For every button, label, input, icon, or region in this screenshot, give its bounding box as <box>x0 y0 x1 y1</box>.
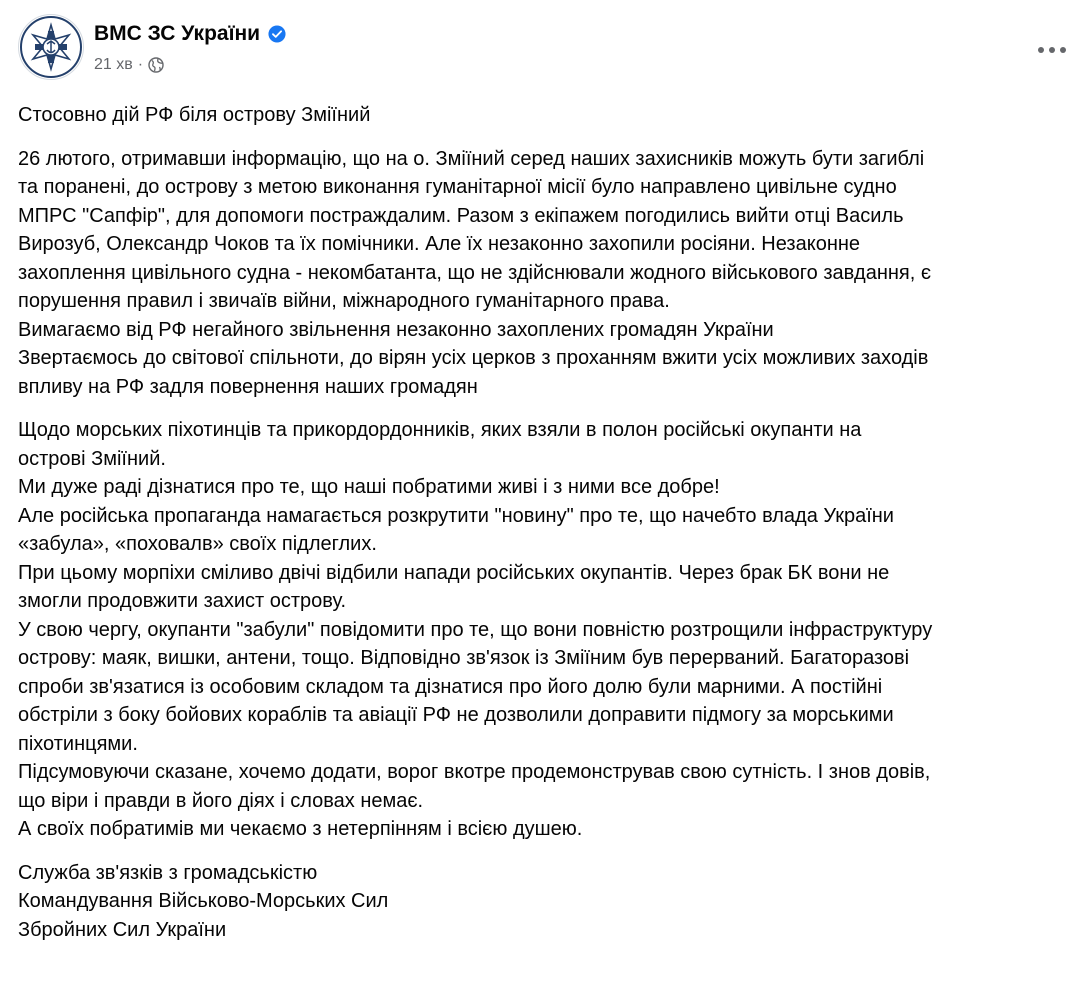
post-text-line: Стосовно дій РФ біля острову Зміїний <box>18 104 371 126</box>
post-paragraph <box>18 416 1068 844</box>
post-text-line: змогли продовжити захист острову. <box>18 590 347 612</box>
page-name[interactable]: ВМС ЗС України <box>94 22 261 45</box>
post-text-line: А своїх побратимів ми чекаємо з нетерпінням і всією душею. <box>18 818 583 840</box>
post-text-line: Щодо морських піхотинців та прикордордонників, яких взяли в полон російські окупанти на <box>18 419 862 441</box>
post-header <box>18 14 1078 84</box>
post-meta <box>94 54 164 76</box>
more-options-icon <box>1037 46 1067 54</box>
post-text-line: МПРС "Сапфір", для допомоги постраждалим. Разом з екіпажем погодились вийти отці Василь <box>18 204 904 227</box>
post-text-line: порушення правил і звичаїв війни, міжнародного гуманітарного права. <box>18 290 670 312</box>
post-timestamp[interactable]: 21 хв <box>94 56 133 73</box>
post-paragraph <box>18 145 1068 402</box>
meta-separator: · <box>137 56 144 73</box>
more-options-button[interactable] <box>1032 34 1072 66</box>
post-text-line: Ми дуже раді дізнатися про те, що наші побратими живі і з ними все добре! <box>18 476 720 498</box>
post-body-text <box>18 101 1068 944</box>
post-text-line: Вимагаємо від РФ негайного звільнення незаконно захоплених громадян України <box>18 318 774 341</box>
post-text-line: 26 лютого, отримавши інформацію, що на о. Зміїний серед наших захисників можуть бути загиблі <box>18 147 925 170</box>
post-text-line: та поранені, до острову з метою виконання гуманітарної місії було направлено цивільне судно <box>18 176 897 198</box>
post-text-line: У свою чергу, окупанти "забули" повідомити про те, що вони повністю розтрощили інфраструктуру <box>18 618 933 641</box>
post-text-line: Звертаємось до світової спільноти, до вірян усіх церков з проханням вжити усіх можливих заходів <box>18 347 929 369</box>
post-text-line: Збройних Сил України <box>18 918 227 941</box>
post-text-line: захоплення цивільного судна - некомбатанта, що не здійснювали жодного військового завдання, є <box>18 261 932 284</box>
post-text-line: При цьому морпіхи сміливо двічі відбили напади російських окупантів. Через брак БК вони не <box>18 561 890 584</box>
globe-icon[interactable] <box>148 57 164 73</box>
post-text-line: «забула», «поховалв» своїх підлеглих. <box>18 533 377 555</box>
post-text-line: Служба зв'язків з громадськістю <box>18 861 318 884</box>
post-text-line: впливу на РФ задля повернення наших громадян <box>18 375 478 398</box>
post-text-line: острові Зміїний. <box>18 447 166 470</box>
navy-emblem-icon <box>19 15 83 79</box>
post-paragraph <box>18 101 1068 130</box>
post-text-line: спроби зв'язатися із особовим складом та дізнатися про його долю були марними. А постійні <box>18 675 883 698</box>
post-text-line: Але російська пропаганда намагається розкрутити "новину" про те, що начебто влада України <box>18 504 894 527</box>
verified-badge-icon <box>268 25 286 43</box>
page-avatar[interactable] <box>18 14 84 80</box>
post-text-line: острову: маяк, вишки, антени, тощо. Відповідно зв'язок із Зміїним був перерваний. Багаторазові <box>18 647 910 669</box>
post-text-line: що віри і правди в його діях і словах немає. <box>18 789 424 812</box>
post-text-line: піхотинцями. <box>18 732 138 755</box>
post-text-line: обстріли з боку бойових кораблів та авіації РФ не дозволили доправити підмогу за морськими <box>18 704 894 726</box>
post-text-line: Командування Військово-Морських Сил <box>18 890 389 912</box>
page-name-row <box>94 20 286 48</box>
post-text-line: Вирозуб, Олександр Чоков та їх помічники. Але їх незаконно захопили росіяни. Незаконне <box>18 233 861 255</box>
post-paragraph <box>18 859 1068 945</box>
post-text-line: Підсумовуючи сказане, хочемо додати, ворог вкотре продемонстрував свою сутність. І знов довів, <box>18 761 931 783</box>
